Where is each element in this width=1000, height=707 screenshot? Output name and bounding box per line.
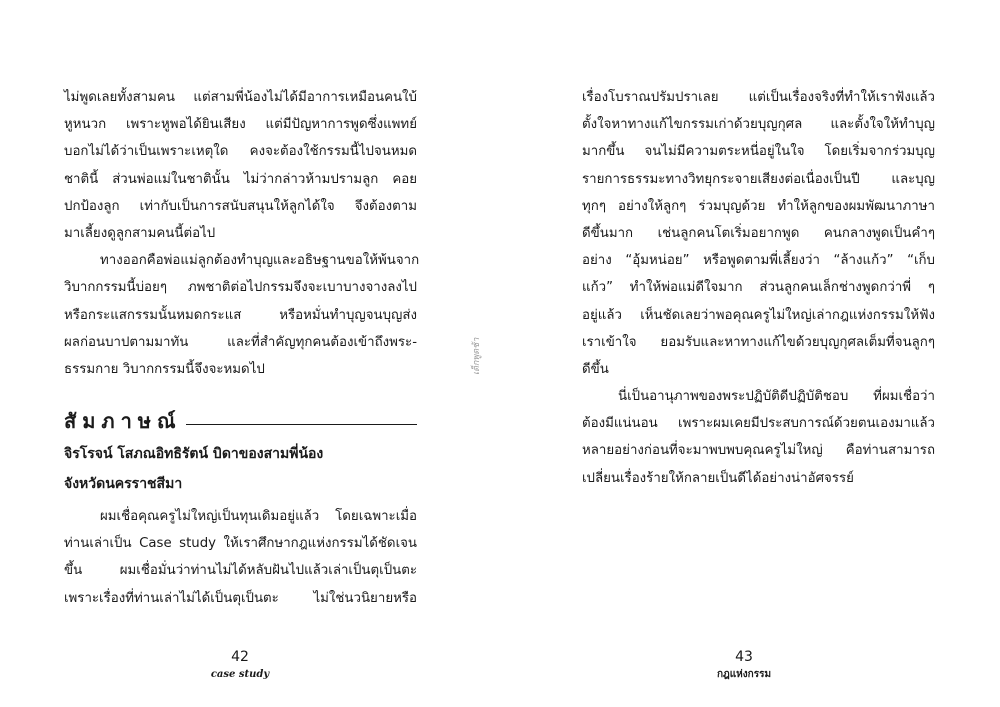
right-paragraph-1 <box>582 84 935 383</box>
text-line: ปกป้องลูก เท่ากับเป็นการสนับสนุนให้ลูกได้ใจ จึงต้องตาม <box>64 198 417 214</box>
right-page <box>500 0 1000 707</box>
text-line: เรื่องโบราณปรัมปราเลย แต่เป็นเรื่องจริงที่ทำให้เราฟังแล้ว <box>582 90 935 105</box>
left-column <box>64 84 420 612</box>
section-gap <box>64 383 417 405</box>
right-column <box>582 84 935 492</box>
text-line: ไม่พูดเลยทั้งสามคน แต่สามพี่น้องไม่ได้มีอาการเหมือนคนใบ้ <box>64 90 417 105</box>
chapter-side-tab: เด็กพูดช้า <box>472 337 482 375</box>
section-title: สัมภาษณ์ <box>64 409 182 434</box>
interviewee-name: จิรโรจน์ โสภณอิทธิรัตน์ บิดาของสามพี่น้อง <box>64 446 324 463</box>
text-line: หูหนวก เพราะหูพอได้ยินเสียง แต่มีปัญหาการพูดซึ่งแพทย์ <box>64 117 417 133</box>
page-number: 43 <box>735 649 753 665</box>
text-line: อยู่แล้ว เห็นชัดเลยว่าพอคุณครูไม่ใหญ่เล่ากฎแห่งกรรมให้ฟัง <box>582 307 935 323</box>
text-line: มาเลี้ยงดูลูกสามคนนี้ต่อไป <box>64 225 216 241</box>
text-line: ทางออกคือพ่อแม่ลูกต้องทำบุญและอธิษฐานขอให้พ้นจาก <box>100 253 420 269</box>
text-line: เปลี่ยนเรื่องร้ายให้กลายเป็นดีได้อย่างน่าอัศจรรย์ <box>582 470 854 486</box>
right-paragraph-2 <box>582 383 935 492</box>
text-line: ท่านเล่าเป็น Case study ให้เราศึกษากฎแห่งกรรมได้ชัดเจน <box>64 536 417 552</box>
page-number: 42 <box>231 649 249 665</box>
text-line: วิบากกรรมนี้บ่อยๆ ภพชาติต่อไปกรรมจึงจะเบาบางจางลงไป <box>64 280 417 296</box>
running-footer: case study <box>210 669 270 680</box>
text-line: นี่เป็นอานุภาพของพระปฏิบัติดีปฏิบัติชอบ ที่ผมเชื่อว่า <box>618 389 935 405</box>
text-line: ชาตินี้ ส่วนพ่อแม่ในชาตินั้น ไม่ว่ากล่าวห้ามปรามลูก คอย <box>64 171 417 187</box>
text-line: เราเข้าใจ ยอมรับและหาทางแก้ไขด้วยบุญกุศลเต็มที่จนลูกๆ <box>582 334 935 350</box>
interviewee-province: จังหวัดนครราชสีมา <box>64 476 183 493</box>
text-line: ผมเชื่อคุณครูไม่ใหญ่เป็นทุนเดิมอยู่แล้ว โดยเฉพาะเมื่อ <box>100 509 417 525</box>
text-line: ทุกๆ อย่างให้ลูกๆ ร่วมบุญด้วย ทำให้ลูกของผมพัฒนาภาษา <box>582 198 935 214</box>
text-line: บอกไม่ได้ว่าเป็นเพราะเหตุใด คงจะต้องใช้กรรมนี้ไปจนหมด <box>64 144 417 160</box>
left-paragraph-3 <box>64 503 417 612</box>
text-line: อย่าง “อุ้มหน่อย” หรือพูดตามพี่เลี้ยงว่า “ล้างแก้ว” “เก็บ <box>582 253 935 269</box>
text-line: ต้องมีแน่นอน เพราะผมเคยมีประสบการณ์ด้วยตนเองมาแล้ว <box>582 416 935 432</box>
text-line: เพราะเรื่องที่ท่านเล่าไม่ได้เป็นตุเป็นตะ ไม่ใช่นวนิยายหรือ <box>64 590 417 606</box>
text-line: มากขึ้น จนไม่มีความตระหนี่อยู่ในใจ โดยเริ่มจากร่วมบุญ <box>582 144 935 160</box>
text-line: แก้ว” ทำให้พ่อแม่ดีใจมาก ส่วนลูกคนเล็กช่างพูดกว่าพี่ ๆ <box>582 280 935 296</box>
text-line: ขึ้น ผมเชื่อมั่นว่าท่านไม่ได้หลับฝันไปแล้วเล่าเป็นตุเป็นตะ <box>64 563 417 579</box>
heading-rule <box>186 424 417 425</box>
section-heading <box>64 405 417 439</box>
left-paragraph-2 <box>64 247 420 383</box>
running-footer: กฎแห่งกรรม <box>716 669 772 680</box>
text-line: หรือกระแสกรรมนั้นหมดกระแส หรือหมั่นทำบุญจนบุญส่ง <box>64 307 417 323</box>
text-line: ดีขึ้นมาก เช่นลูกคนโตเริ่มอยากพูด คนกลางพูดเป็นคำๆ <box>582 225 935 241</box>
text-line: ธรรมกาย วิบากกรรมนี้จึงจะหมดไป <box>64 361 265 377</box>
text-line: หลายอย่างก่อนที่จะมาพบพบคุณครูไม่ใหญ่ คือท่านสามารถ <box>582 443 935 459</box>
left-paragraph-1 <box>64 84 417 247</box>
text-line: ตั้งใจหาทางแก้ไขกรรมเก่าด้วยบุญกุศล และตั้งใจให้ทำบุญ <box>582 117 935 133</box>
text-line: ผลก่อนบาปตามมาทัน และที่สำคัญทุกคนต้องเข้าถึงพระ- <box>64 334 417 350</box>
text-line: ดีขึ้น <box>582 361 609 377</box>
text-line: รายการธรรมะทางวิทยุกระจายเสียงต่อเนื่องเป็นปี และบุญ <box>582 171 935 187</box>
